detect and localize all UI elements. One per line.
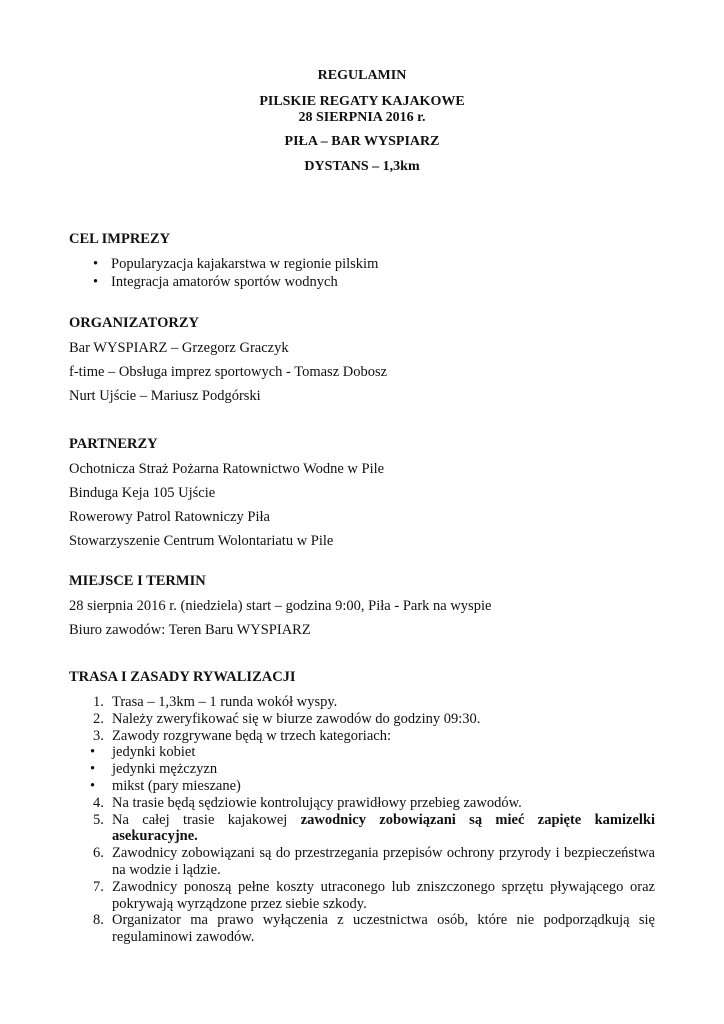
item-bullet: • xyxy=(90,777,96,794)
item-text: Na trasie będą sędziowie kontrolujący prawidłowy przebieg zawodów. xyxy=(112,794,522,811)
header-regulamin: REGULAMIN xyxy=(317,68,407,83)
list-item xyxy=(0,778,655,795)
item-number: 6. xyxy=(93,845,104,862)
list-item xyxy=(0,728,655,745)
item-text: Na całej trasie kajakowej xyxy=(112,811,301,828)
miejsce-line: 28 sierpnia 2016 r. (niedziela) start – godzina 9:00, Piła - Park na wyspie xyxy=(69,598,492,614)
item-text: Zawodnicy zobowiązani są do przestrzegania przepisów ochrony przyrody i bezpieczeństwa na wodzie i lądzie. xyxy=(112,845,655,878)
list-item xyxy=(0,879,655,913)
list-item xyxy=(0,694,655,711)
partner-line: Rowerowy Patrol Ratowniczy Piła xyxy=(69,509,270,525)
header-event-name: PILSKIE REGATY KAJAKOWE xyxy=(259,94,465,109)
item-text: Zawody rozgrywane będą w trzech kategoriach: xyxy=(112,727,391,744)
item-number: 7. xyxy=(93,878,104,895)
item-number: 4. xyxy=(93,794,104,811)
item-text: Należy zweryfikować się w biurze zawodów do godziny 09:30. xyxy=(112,710,481,727)
item-text: Organizator ma prawo wyłączenia z uczestnictwa osób, które nie podporządkują się regulaminowi zawodów. xyxy=(112,912,655,946)
partner-line: Binduga Keja 105 Ujście xyxy=(69,485,216,501)
organizer-line: Nurt Ujście – Mariusz Podgórski xyxy=(69,388,261,404)
item-text: Trasa – 1,3km – 1 runda wokół wyspy. xyxy=(112,694,338,710)
list-item xyxy=(0,711,655,728)
header-date: 28 SIERPNIA 2016 r. xyxy=(298,110,426,125)
list-item xyxy=(0,761,655,778)
list-item xyxy=(0,845,655,879)
rules-list xyxy=(0,694,655,946)
section-heading-organizatorzy: ORGANIZATORZY xyxy=(69,315,199,331)
list-item: • Integracja amatorów sportów wodnych xyxy=(0,274,378,292)
item-text: jedynki mężczyzn xyxy=(112,761,218,778)
section-heading-miejsce: MIEJSCE I TERMIN xyxy=(69,573,206,589)
section-heading-cel: CEL IMPREZY xyxy=(69,231,171,247)
list-item xyxy=(0,795,655,812)
item-bullet: • xyxy=(90,744,96,761)
list-item xyxy=(0,912,655,946)
header-location: PIŁA – BAR WYSPIARZ xyxy=(284,134,440,149)
item-number: 2. xyxy=(93,710,104,727)
item-number: 3. xyxy=(93,727,104,744)
list-item: • Popularyzacja kajakarstwa w regionie pilskim xyxy=(0,256,378,274)
header-distance: DYSTANS – 1,3km xyxy=(304,159,420,174)
cel-list xyxy=(0,256,378,291)
item-text: mikst (pary mieszane) xyxy=(112,777,241,794)
list-item xyxy=(0,812,655,846)
item-text: jedynki kobiet xyxy=(112,744,196,761)
organizer-line: Bar WYSPIARZ – Grzegorz Graczyk xyxy=(69,340,289,356)
organizer-line: f-time – Obsługa imprez sportowych - Tomasz Dobosz xyxy=(69,364,388,380)
item-number: 5. xyxy=(93,811,104,828)
item-text-bold: zawodnicy zobowiązani są mieć zapięte kamizelki asekuracyjne. xyxy=(112,811,656,845)
list-item xyxy=(0,744,655,761)
item-number: 8. xyxy=(93,912,104,929)
partner-line: Ochotnicza Straż Pożarna Ratownictwo Wodne w Pile xyxy=(69,461,385,477)
miejsce-line: Biuro zawodów: Teren Baru WYSPIARZ xyxy=(69,622,311,638)
item-number: 1. xyxy=(93,694,104,710)
section-heading-partnerzy: PARTNERZY xyxy=(69,436,158,452)
partner-line: Stowarzyszenie Centrum Wolontariatu w Pile xyxy=(69,533,334,549)
section-heading-trasa: TRASA I ZASADY RYWALIZACJI xyxy=(69,669,296,685)
item-bullet: • xyxy=(90,761,96,778)
item-text: Zawodnicy ponoszą pełne koszty utraconego lub zniszczonego sprzętu pływającego oraz pokrywają wyrządzone przez siebie szkody. xyxy=(112,878,655,912)
